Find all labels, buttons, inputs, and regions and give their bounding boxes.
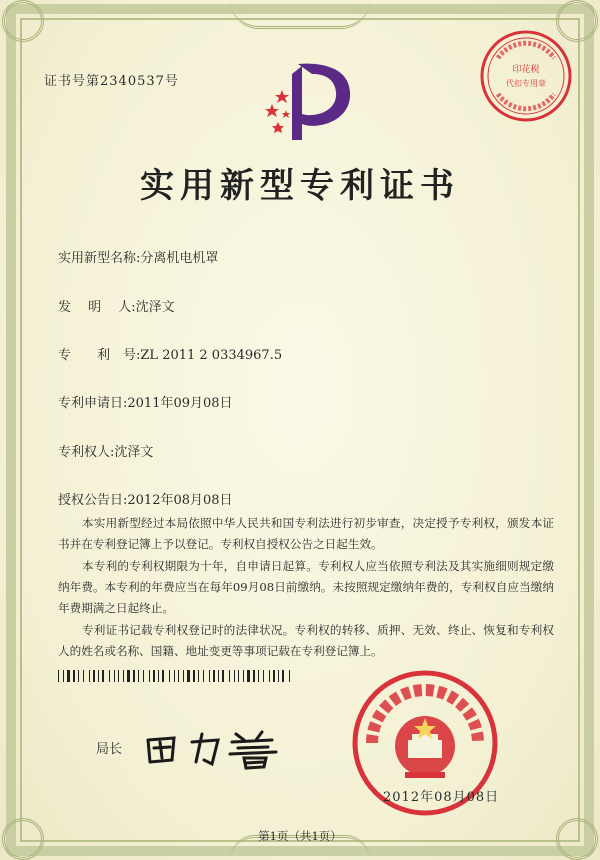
field-value: 2011年09月08日 bbox=[127, 396, 233, 411]
field-value: 2012年08月08日 bbox=[127, 493, 233, 508]
seal-date: 2012年08月08日 bbox=[383, 790, 500, 805]
page-number: 第1页（共1页） bbox=[258, 829, 342, 843]
field-utility-model-name bbox=[58, 247, 218, 266]
certificate-number: 证书号第2340537号 bbox=[44, 74, 179, 89]
field-label: 专 利 号: bbox=[58, 348, 141, 363]
tax-stamp-seal bbox=[478, 28, 574, 124]
field-label: 专利申请日: bbox=[58, 396, 128, 411]
field-label: 授权公告日: bbox=[58, 493, 128, 508]
chief-label: 局长 bbox=[96, 742, 123, 757]
body-paragraph: 本实用新型经过本局依照中华人民共和国专利法进行初步审查，决定授予专利权，颁发本证书并在专利登记簿上予以登记。专利权自授权公告之日起生效。 bbox=[58, 516, 554, 551]
field-label: 专利权人: bbox=[58, 445, 115, 460]
field-patentee bbox=[58, 441, 153, 460]
field-value: ZL 2011 2 0334967.5 bbox=[140, 348, 283, 363]
top-crest-ornament bbox=[230, 0, 370, 29]
field-inventor bbox=[58, 296, 175, 315]
barcode-icon bbox=[58, 670, 293, 682]
field-label: 发 明 人: bbox=[58, 300, 136, 315]
svg-text:印花税: 印花税 bbox=[512, 65, 540, 75]
body-paragraph: 专利证书记载专利权登记时的法律状况。专利权的转移、质押、无效、终止、恢复和专利权人的姓名或名称、国籍、地址变更等事项记载在专利登记簿上。 bbox=[58, 623, 554, 658]
corner-ornament-icon bbox=[2, 0, 44, 42]
svg-text:代扣专用章: 代扣专用章 bbox=[506, 79, 546, 88]
field-value: 沈泽文 bbox=[114, 445, 154, 460]
certificate-body bbox=[58, 513, 554, 662]
signature-image bbox=[140, 722, 300, 770]
patent-office-logo-icon bbox=[258, 44, 362, 148]
body-paragraph: 本专利的专利权期限为十年，自申请日起算。专利权人应当依照专利法及其实施细则规定缴纳年费。本专利的年费应当在每年09月08日前缴纳。未按照规定缴纳年费的，专利权自应当缴纳年费期满之日起终止。 bbox=[58, 559, 554, 615]
field-value: 分离机电机罩 bbox=[140, 251, 219, 266]
field-patent-number bbox=[58, 344, 282, 363]
field-value: 沈泽文 bbox=[135, 300, 175, 315]
field-application-date bbox=[58, 392, 233, 411]
field-label: 实用新型名称: bbox=[58, 251, 141, 266]
field-grant-date bbox=[58, 489, 233, 508]
document-title: 实用新型专利证书 bbox=[140, 166, 460, 206]
